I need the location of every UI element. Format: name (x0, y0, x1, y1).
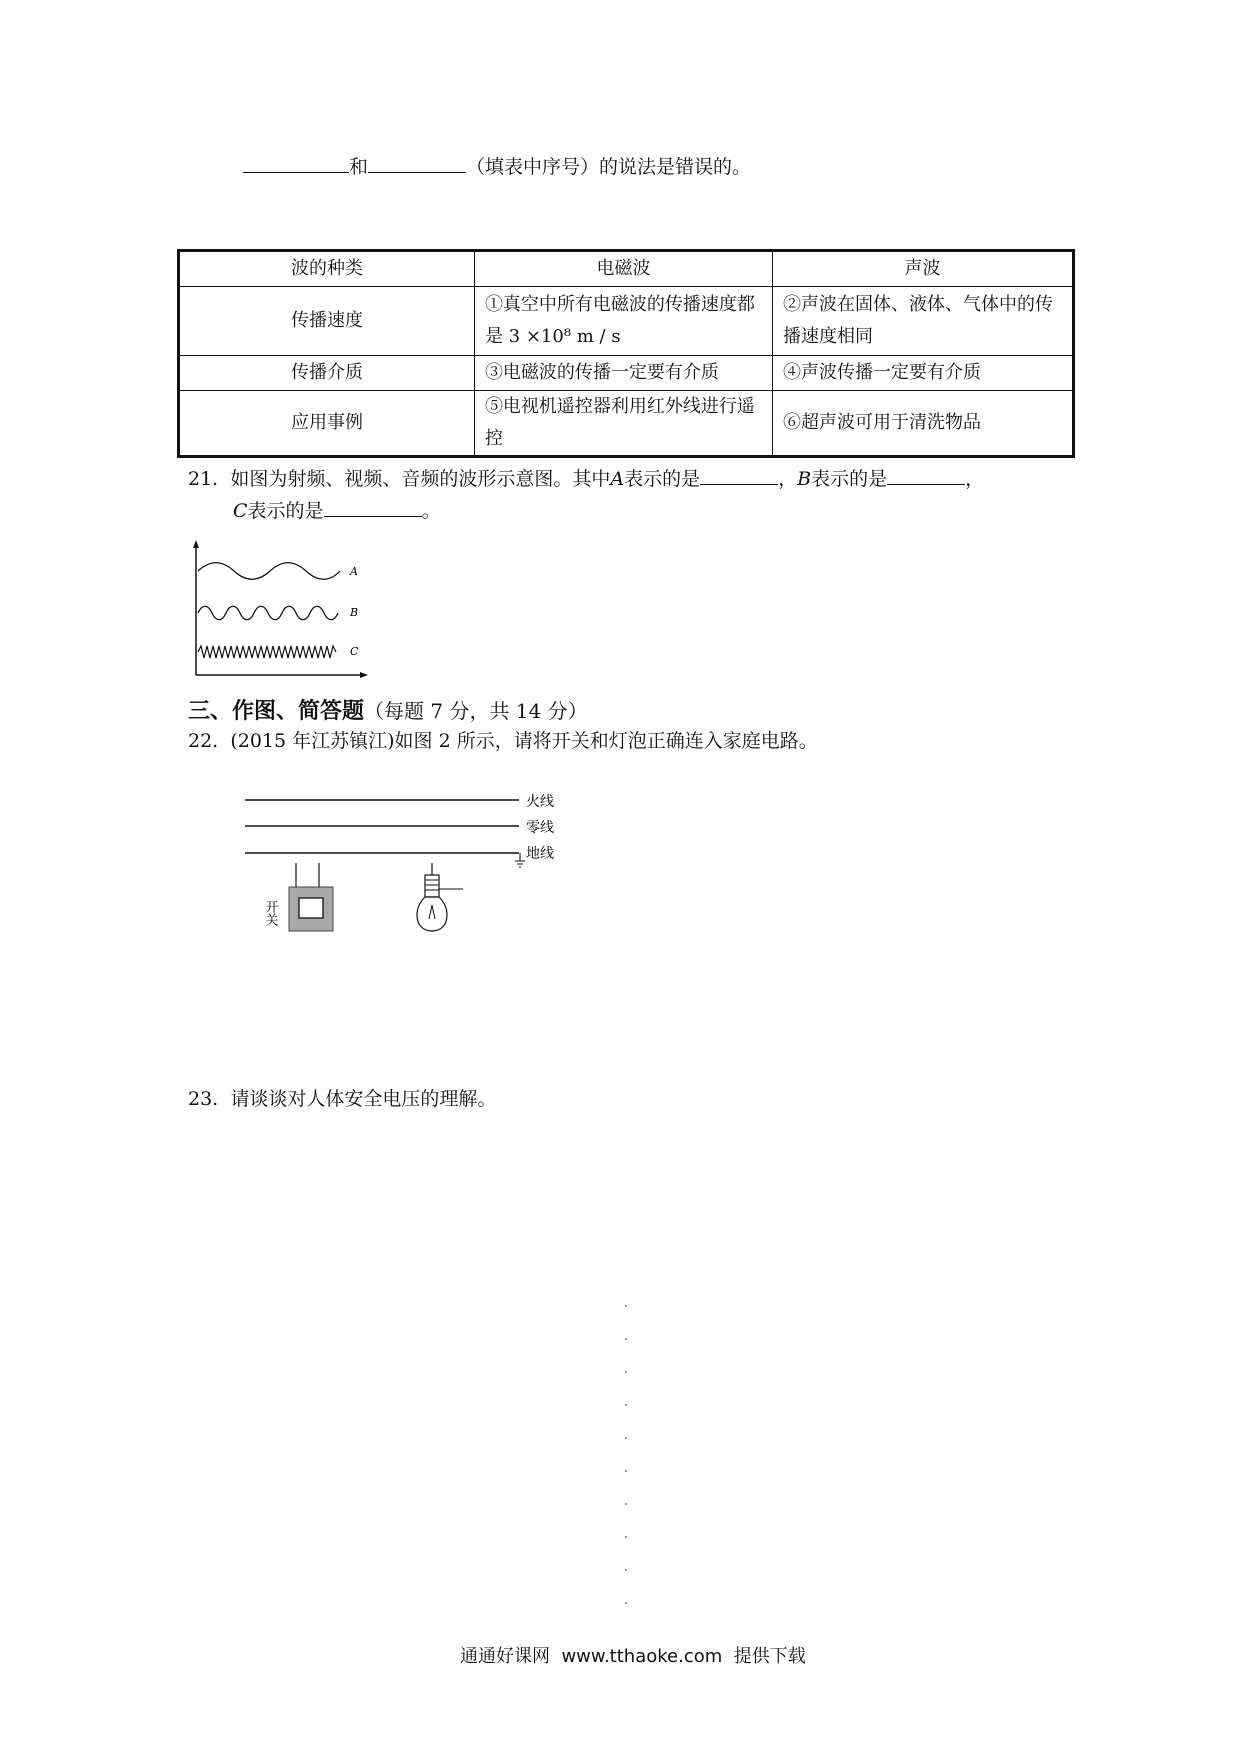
wire-label-ground: 地线 (526, 846, 554, 862)
table-row (179, 356, 1074, 391)
switch-label: 开关 (262, 900, 278, 926)
section-note: （每题 7 分，共 14 分） (364, 699, 588, 723)
q21-var-b: B (797, 468, 812, 490)
q22-line (188, 727, 818, 755)
q20-connector: 和 (349, 156, 369, 178)
lamp (417, 863, 463, 931)
table-cell: ④声波传播一定要有介质 (772, 356, 1073, 391)
footer: 通通好课网 www.tthaoke.com 提供下载 (460, 1646, 806, 1667)
answer-blank[interactable] (700, 464, 778, 485)
q22-text: (2015 年江苏镇江)如图 2 所示，请将开关和灯泡正确连入家庭电路。 (230, 730, 818, 752)
answer-blank[interactable] (887, 464, 965, 485)
q21-sep: ， (778, 468, 798, 490)
answer-blank[interactable] (368, 152, 466, 173)
table-header-row (179, 251, 1074, 287)
wave-b (198, 606, 338, 620)
circuit-diagram (245, 785, 575, 940)
section-title: 三、作图、简答题 (188, 699, 365, 724)
q21-text-a: 如图为射频、视频、音频的波形示意图。其中 (230, 468, 611, 490)
switch (289, 863, 333, 931)
q21-var-a: A (610, 468, 625, 490)
ground-symbol (515, 853, 525, 867)
waveform-diagram (190, 540, 370, 680)
answer-blank[interactable] (243, 152, 349, 173)
wave-c (198, 646, 336, 658)
table-cell: ①真空中所有电磁波的传播速度都是 3 ×10⁸ m / s (474, 287, 772, 356)
q21-text-b: 表示的是 (624, 468, 701, 490)
q21-line1 (188, 464, 984, 493)
x-axis-arrow (360, 672, 368, 678)
wire-label-live: 火线 (526, 794, 554, 810)
answer-blank[interactable] (324, 496, 422, 517)
y-axis-arrow (193, 540, 199, 548)
q22-number: 22. (188, 730, 219, 752)
wire-label-neutral: 零线 (526, 820, 554, 836)
table-header-cell: 波的种类 (179, 251, 475, 287)
table-cell: 传播介质 (179, 356, 475, 391)
q21-text-c: 表示的是 (811, 468, 888, 490)
section-heading (188, 694, 588, 725)
q23-text: 请谈谈对人体安全电压的理解。 (230, 1088, 497, 1110)
q20-suffix: （填表中序号）的说法是错误的。 (466, 156, 752, 178)
table-header-cell: 声波 (772, 251, 1073, 287)
wave-a (198, 563, 340, 580)
q23-number: 23. (188, 1088, 219, 1110)
table-cell: ③电磁波的传播一定要有介质 (474, 356, 772, 391)
table-cell: ⑤电视机遥控器利用红外线进行遥控 (474, 391, 772, 457)
wave-label-c: C (350, 645, 359, 658)
table-cell: ⑥超声波可用于清洗物品 (772, 391, 1073, 457)
table-header-cell: 电磁波 (474, 251, 772, 287)
wave-label-b: B (350, 606, 359, 619)
wave-label-a: A (350, 565, 358, 578)
q21-sep: ， (965, 468, 985, 490)
q21-line2 (233, 496, 441, 525)
table-cell: 传播速度 (179, 287, 475, 356)
q21-number: 21. (188, 468, 219, 490)
q20-answer-line (243, 152, 751, 181)
q21-end: 。 (421, 500, 441, 522)
table-cell: 应用事例 (179, 391, 475, 457)
q21-var-c: C (233, 500, 248, 522)
wave-comparison-table (177, 249, 1075, 458)
q21-text-d: 表示的是 (247, 500, 324, 522)
table-cell: ②声波在固体、液体、气体中的传播速度相同 (772, 287, 1073, 356)
table-row (179, 287, 1074, 356)
table-row (179, 391, 1074, 457)
q23-line (188, 1085, 496, 1113)
